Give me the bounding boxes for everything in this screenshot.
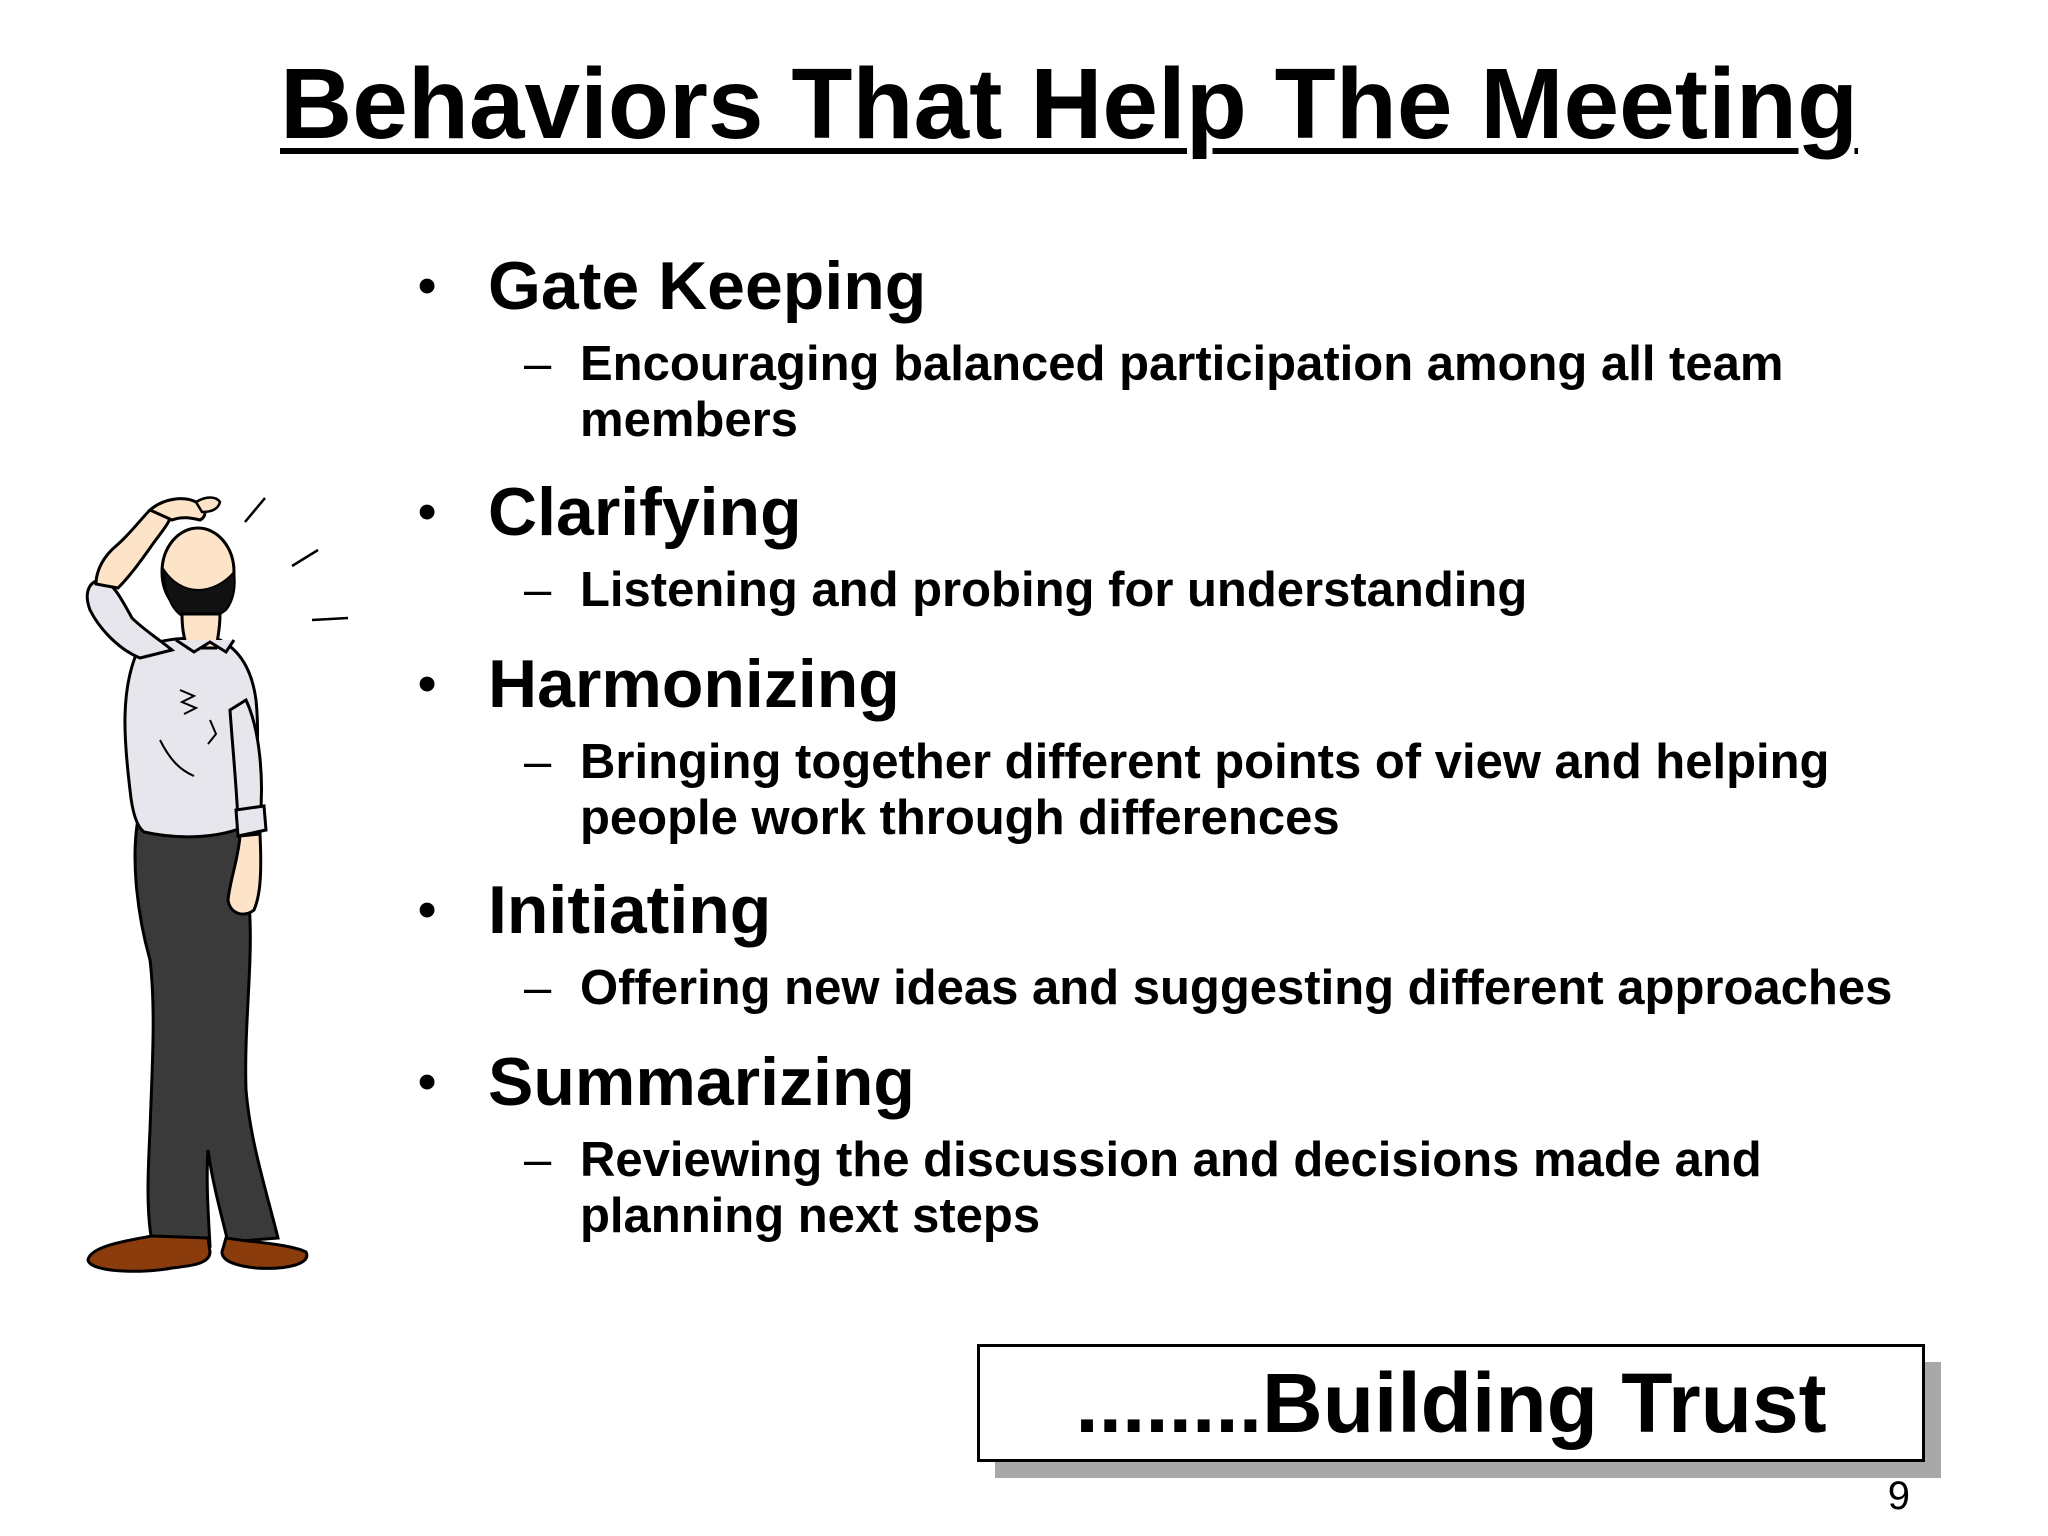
sub-bullet-marker: – bbox=[524, 563, 552, 617]
bullet-item bbox=[418, 470, 1978, 618]
sub-bullet-marker: – bbox=[524, 735, 552, 789]
sub-bullet-marker: – bbox=[524, 961, 552, 1015]
bullet-item bbox=[418, 1040, 1978, 1244]
bullet-detail-text: Encouraging balanced participation among all team members bbox=[580, 337, 1784, 447]
bullet-heading-text: Initiating bbox=[488, 872, 772, 948]
bullet-item bbox=[418, 868, 1978, 1016]
bullet-detail-text: Bringing together different points of view and helping people work through differences bbox=[580, 735, 1830, 845]
bullet-marker: • bbox=[418, 881, 437, 939]
bullet-detail bbox=[524, 734, 1900, 846]
bullet-item bbox=[418, 244, 1978, 448]
bullet-heading bbox=[418, 642, 1978, 726]
bullet-heading bbox=[418, 1040, 1978, 1124]
bullet-marker: • bbox=[418, 257, 437, 315]
bullet-detail-text: Listening and probing for understanding bbox=[580, 563, 1528, 617]
bullet-heading bbox=[418, 244, 1978, 328]
bullet-detail bbox=[524, 960, 1978, 1016]
bullet-heading bbox=[418, 470, 1978, 554]
bullet-marker: • bbox=[418, 1053, 437, 1111]
bullet-heading-text: Summarizing bbox=[488, 1044, 915, 1120]
sub-bullet-marker: – bbox=[524, 1133, 552, 1187]
bullet-marker: • bbox=[418, 655, 437, 713]
bullet-detail bbox=[524, 336, 1880, 448]
bullet-heading-text: Clarifying bbox=[488, 474, 802, 550]
bullet-detail bbox=[524, 1132, 1880, 1244]
sub-bullet-marker: – bbox=[524, 337, 552, 391]
page-number: 9 bbox=[1887, 1474, 1910, 1518]
slide-title: Behaviors That Help The Meeting bbox=[280, 48, 1859, 160]
bullet-detail-text: Offering new ideas and suggesting different approaches bbox=[580, 961, 1893, 1015]
bullet-item bbox=[418, 642, 1978, 846]
bullet-heading-text: Harmonizing bbox=[488, 646, 900, 722]
bullet-list bbox=[418, 244, 1978, 1244]
building-trust-callout: ........Building Trust bbox=[977, 1344, 1925, 1462]
bullet-marker: • bbox=[418, 483, 437, 541]
bullet-heading bbox=[418, 868, 1978, 952]
bullet-detail-text: Reviewing the discussion and decisions made and planning next steps bbox=[580, 1133, 1762, 1243]
bullet-heading-text: Gate Keeping bbox=[488, 248, 927, 324]
confused-man-scratching-head-icon bbox=[60, 490, 380, 1310]
bullet-detail bbox=[524, 562, 1978, 618]
